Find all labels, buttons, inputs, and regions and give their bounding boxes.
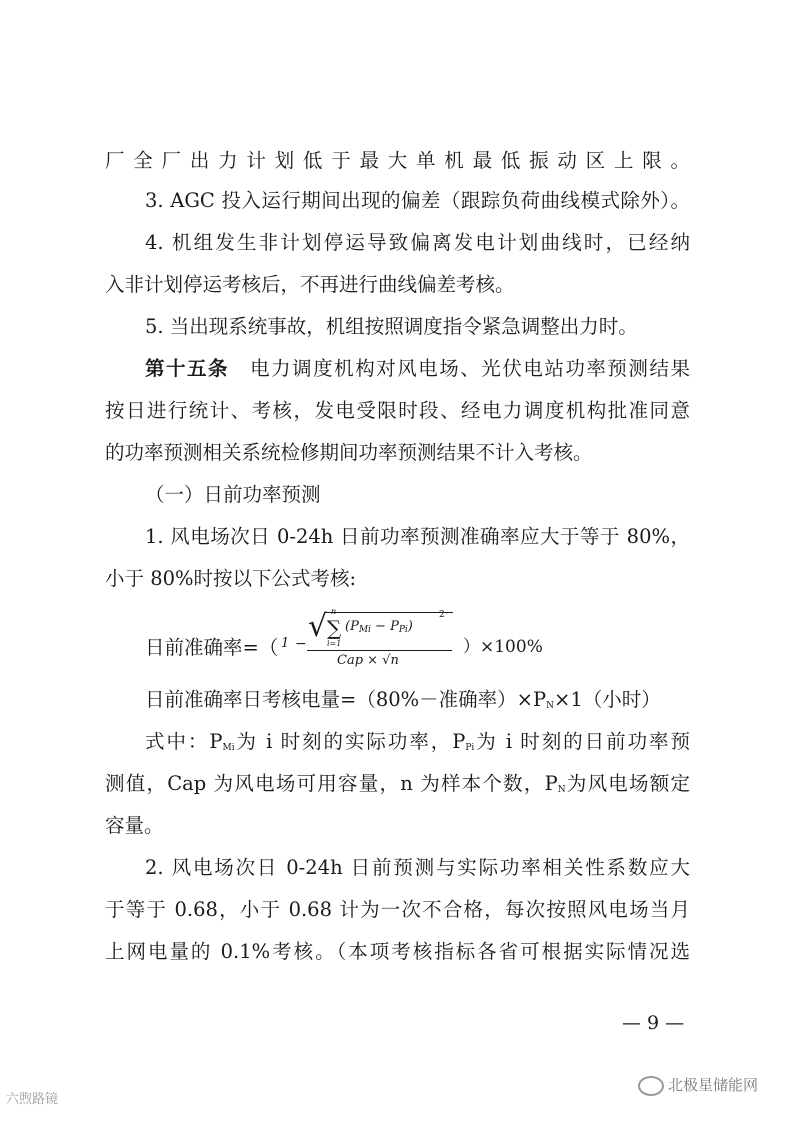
sqrt-sign-icon: √ bbox=[308, 609, 328, 644]
formula-minus: − bbox=[295, 636, 307, 652]
watermark-right: 北极星储能网 bbox=[638, 1074, 758, 1096]
article-text: 电力调度机构对风电场、光伏电站功率预测结果 bbox=[250, 357, 690, 380]
sum-lower-limit: i=1 bbox=[327, 639, 342, 648]
text-line: 小于 80%时按以下公式考核: bbox=[105, 567, 357, 590]
formula-denominator: Cap × √n bbox=[337, 653, 399, 668]
wechat-icon bbox=[638, 1076, 664, 1096]
text-line: 日前准确率日考核电量=（80%－准确率）$\times P_N\times 1$（小时） bbox=[145, 688, 661, 711]
text-line: 5. 当出现系统事故，机组按照调度指令紧急调整出力时。 bbox=[145, 315, 638, 338]
formula-tail: ）×100% bbox=[463, 637, 543, 657]
formula-label: 日前准确率=（ bbox=[145, 636, 279, 659]
text-line: 测值，Cap 为风电场可用容量，n 为样本个数，$P_N$为风电场额定 bbox=[105, 772, 690, 795]
page-number: — 9 — bbox=[622, 1012, 685, 1034]
formula-power: 2 bbox=[439, 610, 445, 620]
article-heading-line bbox=[145, 354, 690, 384]
sum-upper-limit: n bbox=[331, 607, 337, 616]
text-line: 4. 机组发生非计划停运导致偏离发电计划曲线时，已经纳 bbox=[145, 231, 690, 254]
sqrt-overline bbox=[325, 612, 453, 613]
text-line: 1. 风电场次日 0-24h 日前功率预测准确率应大于等于 80%， bbox=[145, 525, 690, 548]
accuracy-formula bbox=[145, 606, 545, 676]
article-number: 第十五条 bbox=[145, 357, 230, 380]
fraction-bar bbox=[307, 650, 452, 651]
formula-one: 1 bbox=[281, 636, 290, 651]
text-line: 式中：$P_{Mi}$为 i 时刻的实际功率，$P_{Pi}$为 i 时刻的日前功率预 bbox=[145, 730, 690, 753]
sum-symbol: ∑ bbox=[327, 616, 342, 640]
text-line: 2. 风电场次日 0-24h 日前预测与实际功率相关性系数应大 bbox=[145, 856, 690, 879]
text-line: 于等于 0.68，小于 0.68 计为一次不合格，每次按照风电场当月 bbox=[105, 898, 690, 921]
text-line: 厂全厂出力计划低于最大单机最低振动区上限。 bbox=[105, 149, 690, 172]
section-heading: （一）日前功率预测 bbox=[145, 483, 321, 506]
text-line: 按日进行统计、考核，发电受限时段、经电力调度机构批准同意 bbox=[105, 399, 690, 422]
text-line: 3. AGC 投入运行期间出现的偏差（跟踪负荷曲线模式除外）。 bbox=[145, 189, 690, 212]
text-line: 的功率预测相关系统检修期间功率预测结果不计入考核。 bbox=[105, 441, 593, 464]
text-line: 入非计划停运考核后，不再进行曲线偏差考核。 bbox=[105, 273, 515, 296]
text-line: 上网电量的 0.1%考核。（本项考核指标各省可根据实际情况选 bbox=[105, 940, 690, 963]
text-line: 容量。 bbox=[105, 814, 164, 837]
formula-numerator: $(P_{Mi} - P_{Pi})$ bbox=[345, 619, 413, 635]
watermark-left: 六煦路镜 bbox=[6, 1092, 59, 1107]
